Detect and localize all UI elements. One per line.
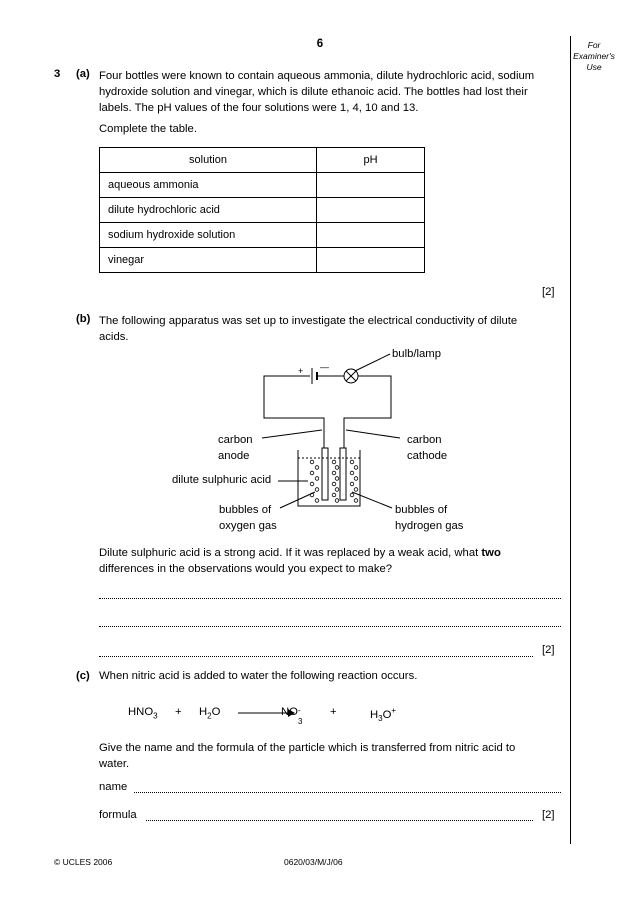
hydronium-h: H xyxy=(370,708,379,721)
hydronium-o: O xyxy=(382,708,392,721)
part-c-intro: When nitric acid is added to water the following reaction occurs. xyxy=(99,670,418,682)
gas-bubble xyxy=(354,466,358,470)
plus-sign-2: + xyxy=(330,706,337,718)
bulb-leader-line xyxy=(355,354,390,371)
gas-bubbles xyxy=(310,460,358,502)
gas-bubble xyxy=(354,499,358,503)
cathode-label xyxy=(407,432,447,464)
part-a-instruction: Complete the table. xyxy=(99,123,197,135)
gas-bubble xyxy=(335,488,339,492)
gas-bubble xyxy=(354,488,358,492)
question-number: 3 xyxy=(54,68,61,80)
cell-minus-sign: — xyxy=(320,362,329,372)
oxygen-label xyxy=(219,502,277,534)
answer-line[interactable] xyxy=(99,656,533,657)
part-b-line-1: The following apparatus was set up to investigate the electrical conductivity of dilute xyxy=(99,315,518,327)
part-b-question-line-2: differences in the observations would you expect to make? xyxy=(99,563,393,575)
circuit-wire-right xyxy=(344,376,391,448)
hydrogen-label-line-2: hydrogen gas xyxy=(395,520,464,532)
hydrogen-label-line-1: bubbles of xyxy=(395,504,448,516)
gas-bubble xyxy=(332,460,336,464)
part-c-label: (c) xyxy=(76,670,90,682)
gas-bubble xyxy=(335,466,339,470)
examiner-word-3: Use xyxy=(586,62,602,72)
gas-bubble xyxy=(315,499,319,503)
hydronium-charge: + xyxy=(391,706,397,715)
gas-bubble xyxy=(350,493,354,497)
footer-copyright: © UCLES 2006 xyxy=(54,857,113,867)
part-a-marks: [2] xyxy=(542,286,555,298)
name-answer-line[interactable] xyxy=(134,792,561,793)
part-b-label: (b) xyxy=(76,313,91,325)
answer-line[interactable] xyxy=(99,598,561,599)
examiner-word-2: Examiner's xyxy=(573,51,615,61)
gas-bubble xyxy=(350,482,354,486)
cathode-leader-line xyxy=(346,430,400,438)
part-b-marks: [2] xyxy=(542,644,555,656)
part-a-line-2: hydroxide solution and vinegar, which is dilute ethanoic acid. The bottles had lost their xyxy=(99,86,528,98)
part-a-line-3: labels. The pH values of the four solutions were 1, 4, 10 and 13. xyxy=(99,102,419,114)
product-hydronium xyxy=(370,706,396,723)
cathode-label-line-1: carbon xyxy=(407,434,442,446)
name-label: name xyxy=(99,781,128,793)
part-c-marks: [2] xyxy=(542,809,555,821)
examiner-word-1: For xyxy=(587,40,601,50)
water-sub: 2 xyxy=(207,711,212,721)
part-b-question-text: Dilute sulphuric acid is a strong acid. If it was replaced by a weak acid, what xyxy=(99,547,482,559)
plus-sign-1: + xyxy=(175,706,182,718)
hno3-text: HNO xyxy=(128,706,154,718)
reactant-water xyxy=(199,706,220,720)
formula-answer-line[interactable] xyxy=(146,820,533,821)
cell-plus-sign: + xyxy=(298,366,304,376)
header-solution: solution xyxy=(100,148,317,173)
part-b-line-2: acids. xyxy=(99,331,129,343)
water-h: H xyxy=(199,706,208,718)
gas-bubble xyxy=(310,460,314,464)
gas-bubble xyxy=(315,477,319,481)
part-b-question xyxy=(99,545,557,577)
carbon-anode-electrode xyxy=(322,448,328,500)
header-ph: pH xyxy=(317,148,425,173)
nitrate-charge: - xyxy=(297,706,301,715)
page-number: 6 xyxy=(316,38,324,50)
gas-bubble xyxy=(332,493,336,497)
footer-paper-code: 0620/03/M/J/06 xyxy=(284,857,343,867)
carbon-cathode-electrode xyxy=(340,448,346,500)
gas-bubble xyxy=(350,471,354,475)
product-nitrate xyxy=(281,706,306,726)
gas-bubble xyxy=(354,477,358,481)
part-b-question-bold: two xyxy=(481,547,501,559)
anode-label-line-2: anode xyxy=(218,450,250,462)
answer-line[interactable] xyxy=(99,626,561,627)
reactant-hno3 xyxy=(128,706,158,720)
nitrate-sub: 3 xyxy=(297,717,303,726)
gas-bubble xyxy=(332,471,336,475)
part-a-label: (a) xyxy=(76,68,90,80)
circuit-wire-left xyxy=(264,376,324,448)
part-c-question-line-1: Give the name and the formula of the particle which is transferred from nitric acid to xyxy=(99,742,516,754)
hydronium-sub: 3 xyxy=(378,714,383,724)
solution-cell: aqueous ammonia xyxy=(100,173,317,198)
anode-label-line-1: carbon xyxy=(218,434,253,446)
solution-cell: vinegar xyxy=(100,248,317,273)
hno3-sub: 3 xyxy=(153,711,158,721)
solution-cell: dilute hydrochloric acid xyxy=(100,198,317,223)
nitrate-text: NO xyxy=(281,706,298,718)
anode-label xyxy=(218,432,253,464)
cathode-label-line-2: cathode xyxy=(407,450,448,462)
oxygen-label-line-2: oxygen gas xyxy=(219,520,277,532)
formula-label: formula xyxy=(99,809,137,821)
water-o: O xyxy=(211,706,221,718)
part-a-line-1: Four bottles were known to contain aqueous ammonia, dilute hydrochloric acid, sodium xyxy=(99,70,535,82)
gas-bubble xyxy=(310,482,314,486)
part-c-question xyxy=(99,740,557,772)
oxygen-label-line-1: bubbles of xyxy=(219,504,272,516)
gas-bubble xyxy=(315,466,319,470)
gas-bubble xyxy=(335,477,339,481)
gas-bubble xyxy=(315,488,319,492)
gas-bubble xyxy=(332,482,336,486)
gas-bubble xyxy=(310,471,314,475)
part-b-question-line-1 xyxy=(99,545,557,561)
bulb-label: bulb/lamp xyxy=(392,348,441,360)
solution-cell: sodium hydroxide solution xyxy=(100,223,317,248)
gas-bubble xyxy=(350,460,354,464)
gas-bubble xyxy=(335,499,339,503)
acid-label: dilute sulphuric acid xyxy=(172,474,272,486)
anode-leader-line xyxy=(262,430,322,438)
hydrogen-label xyxy=(395,502,463,534)
part-c-question-line-2: water. xyxy=(99,758,130,770)
